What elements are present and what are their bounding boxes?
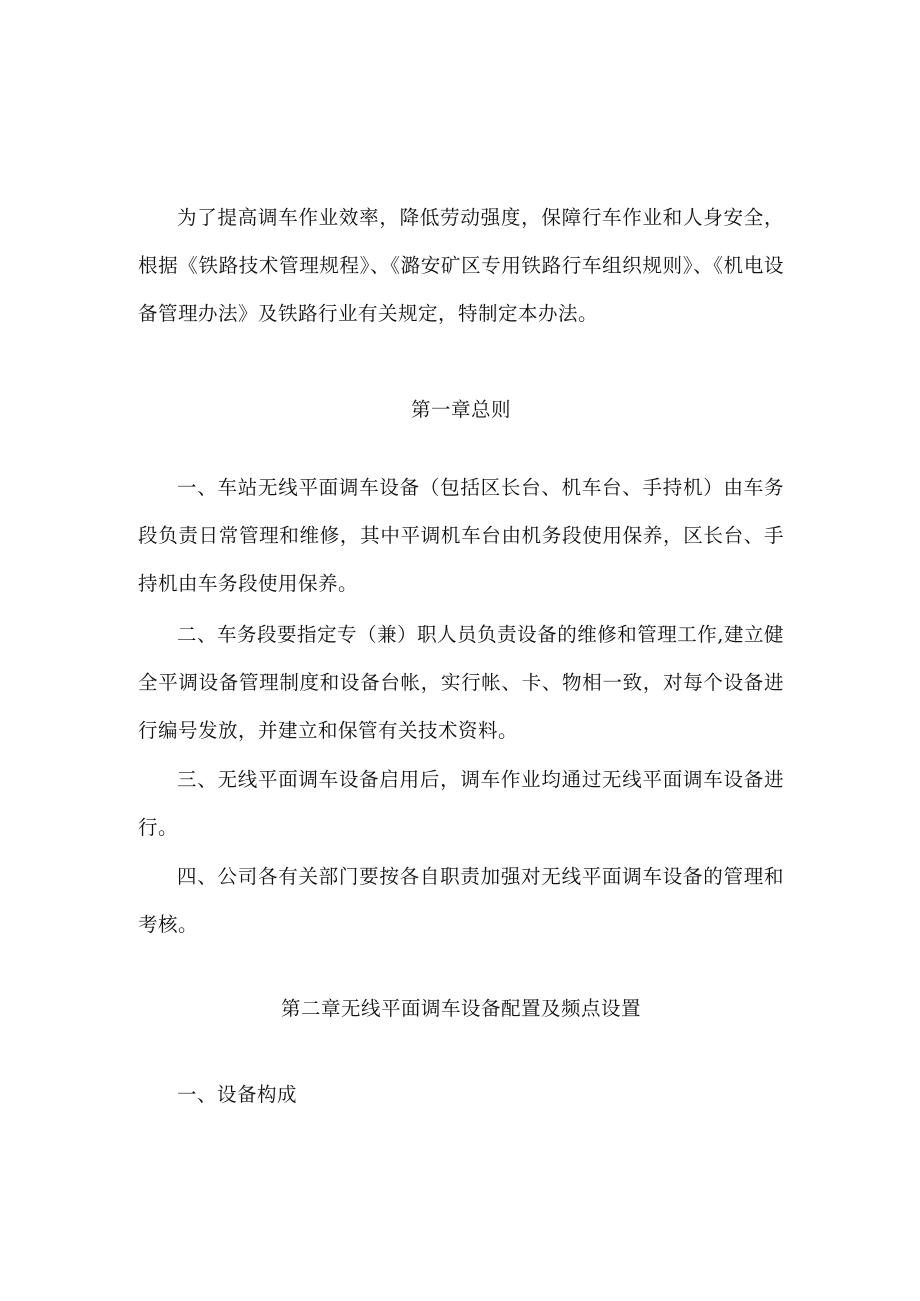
- chapter-1-item-3: 三、无线平面调车设备启用后，调车作业均通过无线平面调车设备进行。: [138, 768, 784, 839]
- chapter-1-item-4: 四、公司各有关部门要按各自职责加强对无线平面调车设备的管理和考核。: [138, 865, 784, 936]
- chapter-1-title: 第一章总则: [410, 398, 511, 421]
- chapter-2-section-1: 一、设备构成: [177, 1083, 298, 1106]
- chapter-1-item-1: 一、车站无线平面调车设备（包括区长台、机车台、手持机）由车务段负责日常管理和维修，其中平调机车台由机务段使用保养，区长台、手持机由车务段使用保养。: [138, 476, 784, 595]
- chapter-2-title: 第二章无线平面调车设备配置及频点设置: [280, 997, 641, 1020]
- chapter-1-item-2: 二、车务段要指定专（兼）职人员负责设备的维修和管理工作,建立健全平调设备管理制度和设备台帐，实行帐、卡、物相一致，对每个设备进行编号发放，并建立和保管有关技术资料。: [138, 623, 784, 742]
- intro-paragraph: 为了提高调车作业效率，降低劳动强度，保障行车作业和人身安全，根据《铁路技术管理规程》、《潞安矿区专用铁路行车组织规则》、《机电设备管理办法》及铁路行业有关规定，特制定本办法。: [138, 206, 784, 325]
